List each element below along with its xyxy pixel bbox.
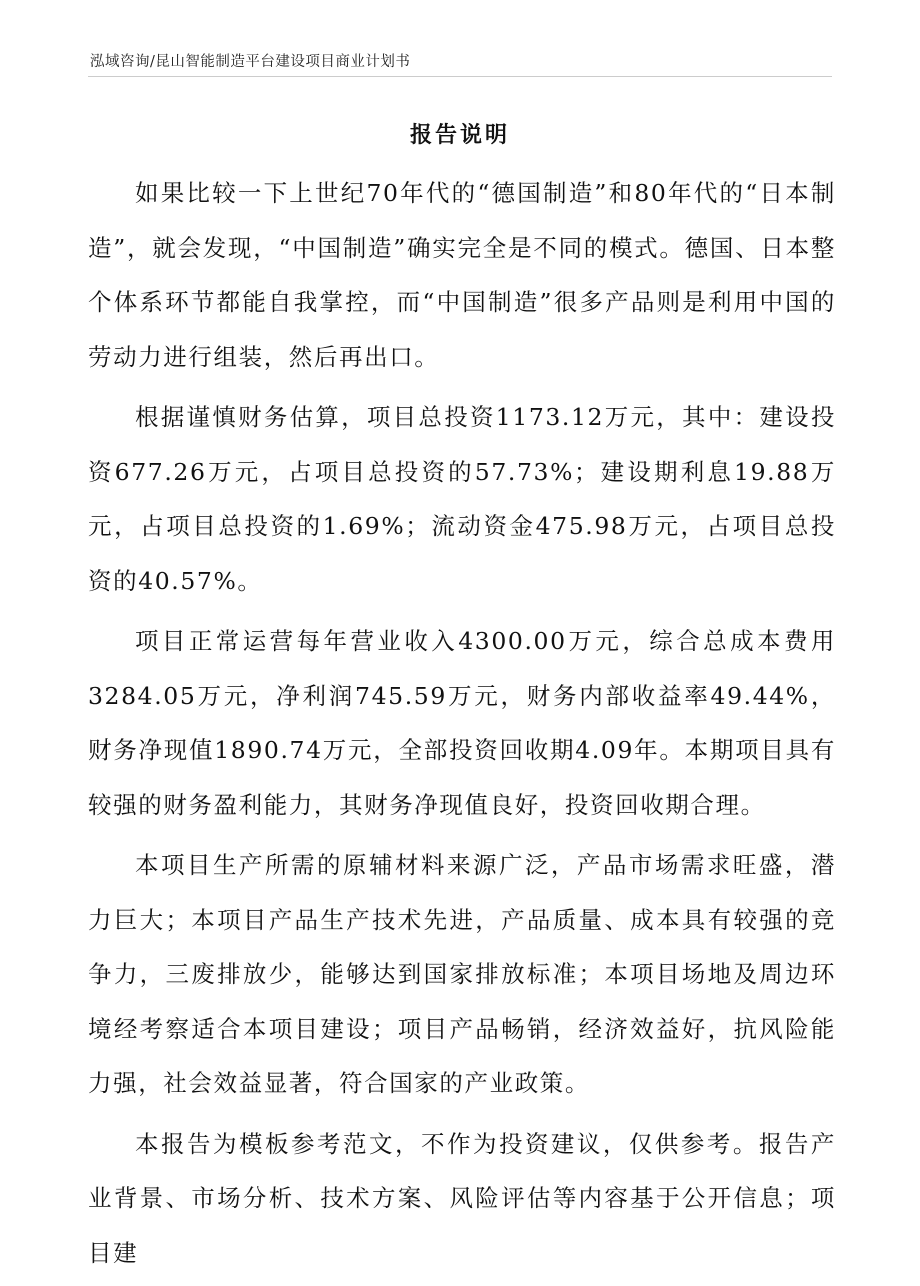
running-header: 泓域咨询/昆山智能制造平台建设项目商业计划书	[90, 54, 411, 70]
paragraph-disclaimer: 本报告为模板参考范文，不作为投资建议，仅供参考。报告产业背景、市场分析、技术方案、风险评估等内容基于公开信息；项目建	[88, 1129, 836, 1267]
header-divider	[88, 76, 832, 77]
body-text	[88, 166, 836, 1286]
paragraph-revenue: 项目正常运营每年营业收入4300.00万元，综合总成本费用3284.05万元，净利润745.59万元，财务内部收益率49.44%，财务净现值1890.74万元，全部投资回收期4.09年。本期项目具有较强的财务盈利能力，其财务净现值良好，投资回收期合理。	[88, 627, 836, 819]
paragraph-investment: 根据谨慎财务估算，项目总投资1173.12万元，其中：建设投资677.26万元，占项目总投资的57.73%；建设期利息19.88万元，占项目总投资的1.69%；流动资金475.98万元，占项目总投资的40.57%。	[88, 403, 836, 595]
section-title: 报告说明	[409, 123, 510, 148]
paragraph-intro: 如果比较一下上世纪70年代的“德国制造”和80年代的“日本制造”，就会发现，“中国制造”确实完全是不同的模式。德国、日本整个体系环节都能自我掌控，而“中国制造”很多产品则是利用中国的劳动力进行组装，然后再出口。	[88, 179, 836, 371]
paragraph-feasibility: 本项目生产所需的原辅材料来源广泛，产品市场需求旺盛，潜力巨大；本项目产品生产技术先进，产品质量、成本具有较强的竞争力，三废排放少，能够达到国家排放标准；本项目场地及周边环境经考察适合本项目建设；项目产品畅销，经济效益好，抗风险能力强，社会效益显著，符合国家的产业政策。	[88, 851, 836, 1097]
